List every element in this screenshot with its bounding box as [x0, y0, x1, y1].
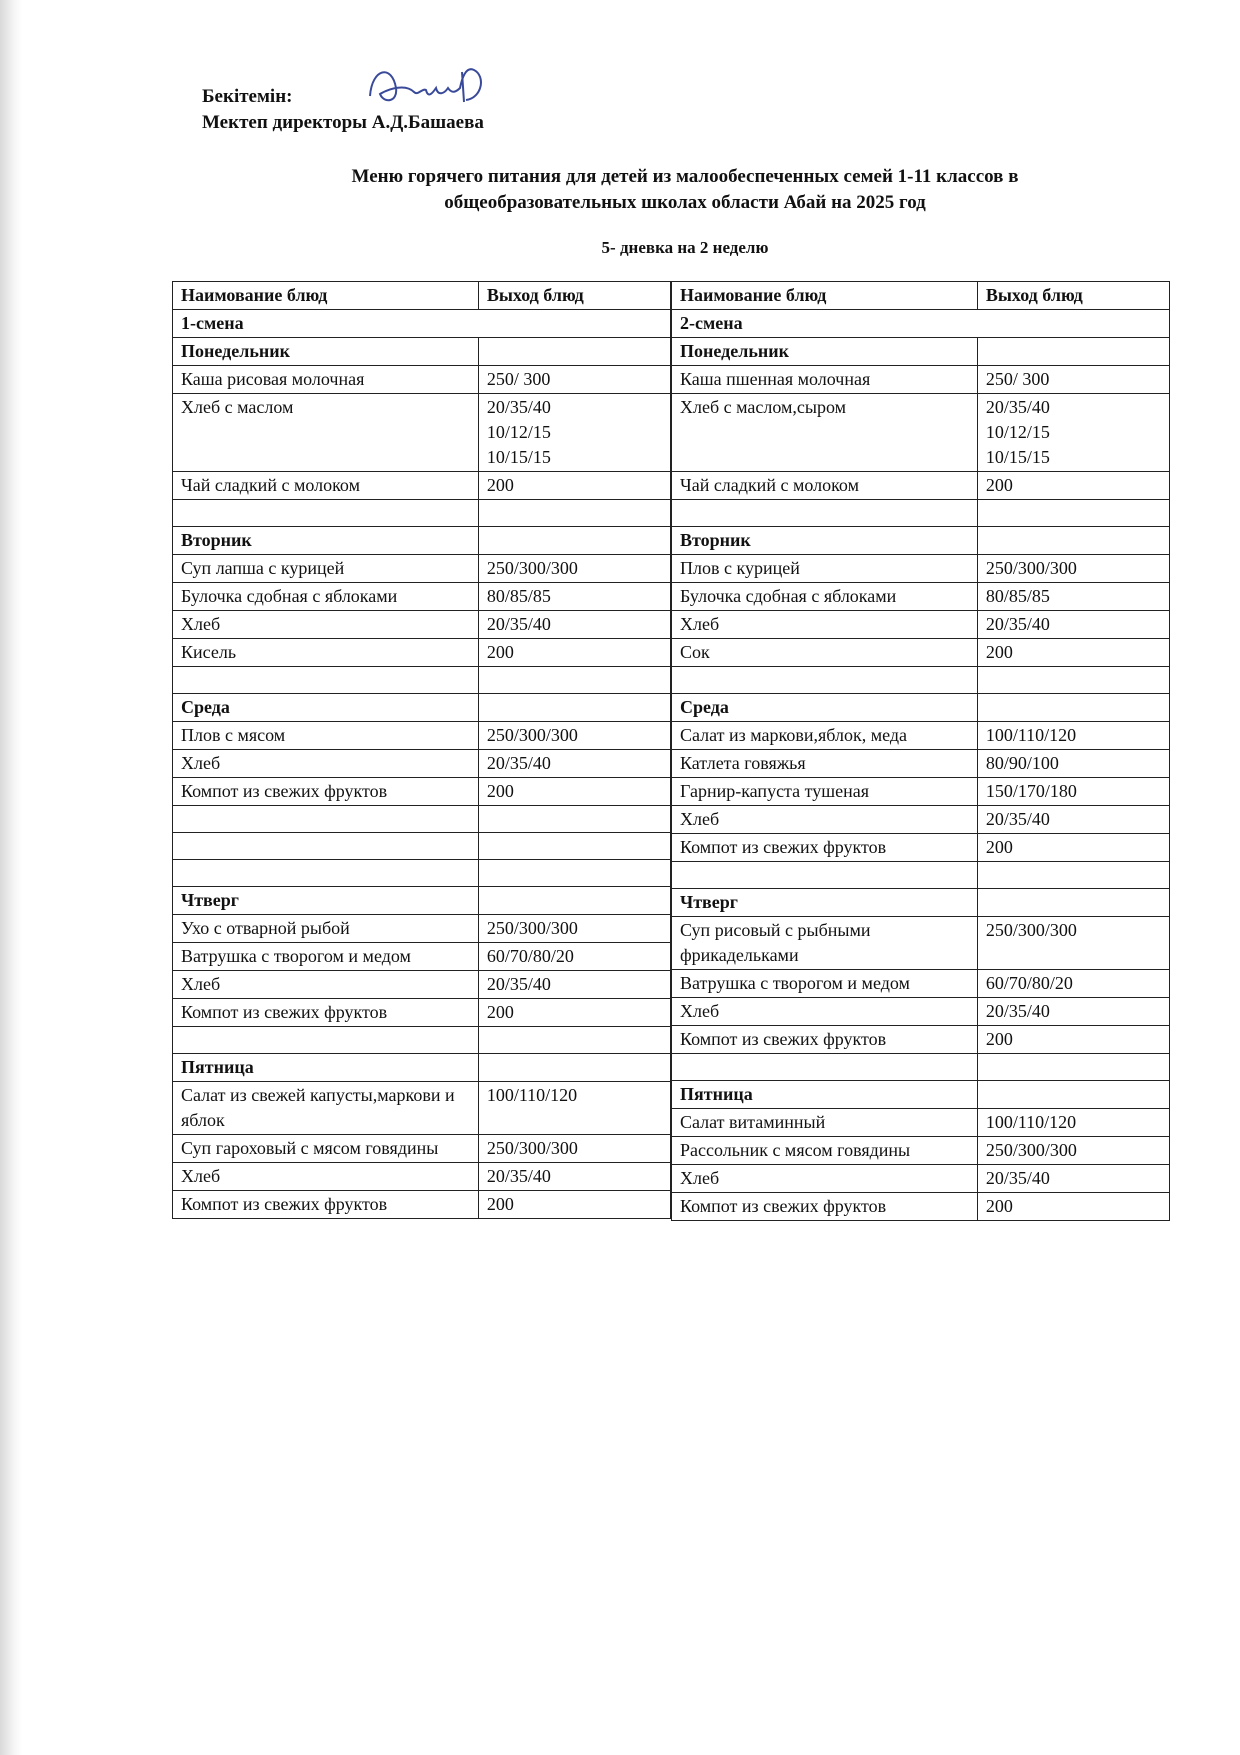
blank-row [672, 862, 1170, 889]
output-value: 250/300/300 [486, 918, 578, 938]
dish-name: Плов с мясом [173, 722, 479, 750]
dish-name: Хлеб [173, 971, 479, 999]
dish-output [478, 806, 670, 833]
day-name: Пятница [672, 1081, 978, 1109]
dish-output [977, 555, 1169, 583]
blank-row [672, 500, 1170, 527]
dish-output [977, 778, 1169, 806]
document-subtitle: 5- дневка на 2 неделю [601, 238, 769, 257]
dish-output [478, 555, 670, 583]
dish-row [672, 722, 1170, 750]
director-name: Мектеп директоры А.Д.Башаева [202, 112, 484, 133]
day-output-cell [977, 338, 1169, 366]
output-value: 80/90/100 [985, 753, 1059, 773]
dish-name: Рассольник с мясом говядины [672, 1137, 978, 1165]
dish-name: Гарнир-капуста тушеная [672, 778, 978, 806]
day-name: Среда [672, 694, 978, 722]
day-name: Вторник [173, 527, 479, 555]
output-value: 20/35/40 [486, 974, 551, 994]
day-output-cell [478, 887, 670, 915]
dish-name: Салат из маркови,яблок, меда [672, 722, 978, 750]
dish-name: Хлеб [173, 1163, 479, 1191]
day-name: Понедельник [672, 338, 978, 366]
dish-row [672, 611, 1170, 639]
output-value: 10/15/15 [486, 447, 551, 467]
output-value: 200 [486, 642, 514, 662]
dish-name: Хлеб с маслом,сыром [672, 394, 978, 472]
dish-output [977, 1054, 1169, 1081]
dish-name: Чай сладкий с молоком [672, 472, 978, 500]
dish-output [478, 366, 670, 394]
dish-name [173, 667, 479, 694]
column-header-dish: Наимование блюд [173, 282, 479, 310]
dish-output [977, 1137, 1169, 1165]
dish-name [173, 833, 479, 860]
dish-name: Плов с курицей [672, 555, 978, 583]
dish-name: Кисель [173, 639, 479, 667]
day-row [173, 694, 671, 722]
dish-output [977, 1109, 1169, 1137]
dish-name: Компот из свежих фруктов [173, 778, 479, 806]
dish-name: Хлеб [173, 611, 479, 639]
shift-label: 2-смена [672, 310, 1170, 338]
document-title [200, 164, 1170, 216]
output-value: 200 [486, 781, 514, 801]
dish-output [977, 834, 1169, 862]
dish-row [173, 555, 671, 583]
dish-name [173, 860, 479, 887]
dish-row [672, 1193, 1170, 1221]
dish-output [478, 583, 670, 611]
dish-name: Булочка сдобная с яблоками [173, 583, 479, 611]
blank-row [173, 833, 671, 860]
dish-row [672, 750, 1170, 778]
dish-name: Компот из свежих фруктов [672, 1026, 978, 1054]
dish-row [173, 1135, 671, 1163]
output-value: 200 [985, 1196, 1013, 1216]
day-row [672, 527, 1170, 555]
dish-name: Ватрушка с творогом и медом [672, 970, 978, 998]
day-output-cell [977, 1081, 1169, 1109]
dish-name: Хлеб [672, 611, 978, 639]
day-row [173, 887, 671, 915]
dish-output [478, 722, 670, 750]
dish-name: Суп гароховый с мясом говядины [173, 1135, 479, 1163]
dish-name: Хлеб [672, 1165, 978, 1193]
day-output-cell [977, 694, 1169, 722]
output-value: 100/110/120 [985, 1112, 1077, 1132]
output-value: 250/ 300 [486, 369, 551, 389]
dish-name: Салат из свежей капусты,маркови и яблок [173, 1082, 479, 1135]
dish-name: Хлеб [173, 750, 479, 778]
dish-row [672, 1137, 1170, 1165]
dish-output [478, 1082, 670, 1135]
dish-output [977, 639, 1169, 667]
dish-output [977, 806, 1169, 834]
dish-row [173, 1082, 671, 1135]
title-line-2: общеобразовательных школах области Абай на 2025 год [444, 192, 926, 213]
dish-row [173, 1163, 671, 1191]
output-value: 200 [985, 475, 1013, 495]
dish-row [173, 750, 671, 778]
dish-name [672, 667, 978, 694]
output-value: 60/70/80/20 [486, 946, 574, 966]
output-value: 20/35/40 [985, 1168, 1050, 1188]
output-value: 200 [486, 1002, 514, 1022]
dish-output [478, 394, 670, 472]
shift-label: 1-смена [173, 310, 671, 338]
dish-name: Компот из свежих фруктов [173, 999, 479, 1027]
menu-table [172, 281, 1170, 1221]
blank-row [173, 1027, 671, 1054]
output-value: 200 [486, 1194, 514, 1214]
dish-name: Хлеб [672, 998, 978, 1026]
dish-name: Компот из свежих фруктов [672, 834, 978, 862]
dish-output [478, 667, 670, 694]
dish-row [672, 778, 1170, 806]
output-value: 20/35/40 [985, 397, 1050, 417]
day-output-cell [478, 338, 670, 366]
dish-row [173, 999, 671, 1027]
dish-output [478, 472, 670, 500]
dish-name: Хлеб с маслом [173, 394, 479, 472]
day-output-cell [478, 694, 670, 722]
dish-row [672, 555, 1170, 583]
output-value: 10/12/15 [486, 422, 551, 442]
dish-output [478, 639, 670, 667]
dish-row [672, 917, 1170, 970]
dish-output [977, 394, 1169, 472]
dish-output [478, 943, 670, 971]
shift-2-table [671, 281, 1170, 1221]
dish-row [672, 1109, 1170, 1137]
signature [362, 58, 502, 114]
dish-output [977, 583, 1169, 611]
day-output-cell [478, 527, 670, 555]
dish-output [478, 1027, 670, 1054]
output-value: 100/110/120 [985, 725, 1077, 745]
dish-output [977, 667, 1169, 694]
dish-output [478, 1191, 670, 1219]
dish-output [977, 722, 1169, 750]
output-value: 10/15/15 [985, 447, 1050, 467]
output-value: 20/35/40 [486, 614, 551, 634]
dish-name: Каша пшенная молочная [672, 366, 978, 394]
dish-row [672, 472, 1170, 500]
day-output-cell [977, 889, 1169, 917]
dish-output [478, 971, 670, 999]
dish-row [672, 970, 1170, 998]
dish-row [672, 639, 1170, 667]
output-value: 150/170/180 [985, 781, 1077, 801]
shift-row [672, 310, 1170, 338]
dish-name [672, 1054, 978, 1081]
dish-name [173, 500, 479, 527]
column-header-dish: Наимование блюд [672, 282, 978, 310]
dish-name [173, 1027, 479, 1054]
day-name: Вторник [672, 527, 978, 555]
approval-label: Бекітемін: [202, 86, 293, 107]
day-row [173, 1054, 671, 1082]
dish-output [478, 1163, 670, 1191]
header-row [173, 282, 671, 310]
dish-output [977, 970, 1169, 998]
dish-output [977, 917, 1169, 970]
dish-row [672, 834, 1170, 862]
dish-name: Сок [672, 639, 978, 667]
dish-row [173, 971, 671, 999]
output-value: 250/300/300 [486, 725, 578, 745]
dish-row [173, 583, 671, 611]
menu-table-shift [172, 281, 671, 1219]
dish-name: Компот из свежих фруктов [672, 1193, 978, 1221]
dish-name: Чай сладкий с молоком [173, 472, 479, 500]
dish-row [173, 778, 671, 806]
dish-name: Суп рисовый с рыбными фрикадельками [672, 917, 978, 970]
day-name: Чтверг [672, 889, 978, 917]
scan-shadow-edge [0, 0, 22, 1755]
dish-row [672, 583, 1170, 611]
menu-table-shift [671, 281, 1170, 1221]
output-value: 20/35/40 [985, 809, 1050, 829]
output-value: 200 [486, 475, 514, 495]
dish-name: Салат витаминный [672, 1109, 978, 1137]
dish-row [173, 394, 671, 472]
dish-row [173, 639, 671, 667]
dish-output [478, 860, 670, 887]
dish-name: Компот из свежих фруктов [173, 1191, 479, 1219]
output-value: 250/300/300 [486, 1138, 578, 1158]
dish-row [173, 366, 671, 394]
dish-output [977, 750, 1169, 778]
output-value: 250/300/300 [985, 558, 1077, 578]
column-header-output: Выход блюд [977, 282, 1169, 310]
output-value: 250/300/300 [486, 558, 578, 578]
dish-name: Ухо с отварной рыбой [173, 915, 479, 943]
dish-name [672, 500, 978, 527]
day-row [672, 694, 1170, 722]
dish-output [478, 500, 670, 527]
blank-row [173, 500, 671, 527]
output-value: 250/300/300 [985, 1140, 1077, 1160]
output-value: 200 [985, 1029, 1013, 1049]
day-row [672, 338, 1170, 366]
dish-name: Булочка сдобная с яблоками [672, 583, 978, 611]
dish-output [478, 611, 670, 639]
dish-output [478, 833, 670, 860]
day-name: Пятница [173, 1054, 479, 1082]
dish-name: Ватрушка с творогом и медом [173, 943, 479, 971]
output-value: 80/85/85 [486, 586, 551, 606]
dish-row [672, 1165, 1170, 1193]
output-value: 100/110/120 [486, 1085, 578, 1105]
day-row [173, 338, 671, 366]
dish-output [478, 999, 670, 1027]
dish-row [173, 611, 671, 639]
output-value: 250/300/300 [985, 920, 1077, 940]
output-value: 60/70/80/20 [985, 973, 1073, 993]
dish-output [977, 1026, 1169, 1054]
dish-name: Хлеб [672, 806, 978, 834]
dish-row [672, 1026, 1170, 1054]
output-value: 200 [985, 642, 1013, 662]
dish-row [173, 943, 671, 971]
output-value: 250/ 300 [985, 369, 1050, 389]
output-value: 20/35/40 [486, 397, 551, 417]
dish-output [977, 862, 1169, 889]
day-output-cell [478, 1054, 670, 1082]
output-value: 20/35/40 [486, 753, 551, 773]
shift-row [173, 310, 671, 338]
day-row [672, 889, 1170, 917]
dish-row [173, 722, 671, 750]
dish-output [977, 1165, 1169, 1193]
header-row [672, 282, 1170, 310]
blank-row [173, 667, 671, 694]
dish-row [672, 366, 1170, 394]
blank-row [173, 860, 671, 887]
dish-output [977, 1193, 1169, 1221]
day-row [173, 527, 671, 555]
output-value: 20/35/40 [985, 614, 1050, 634]
title-line-1: Меню горячего питания для детей из малообеспеченных семей 1-11 классов в [351, 166, 1019, 187]
blank-row [672, 667, 1170, 694]
dish-row [173, 472, 671, 500]
dish-name [672, 862, 978, 889]
column-header-output: Выход блюд [478, 282, 670, 310]
dish-name: Суп лапша с курицей [173, 555, 479, 583]
dish-output [977, 366, 1169, 394]
output-value: 80/85/85 [985, 586, 1050, 606]
dish-name [173, 806, 479, 833]
dish-row [672, 394, 1170, 472]
day-output-cell [977, 527, 1169, 555]
dish-row [672, 998, 1170, 1026]
day-name: Понедельник [173, 338, 479, 366]
dish-output [478, 750, 670, 778]
dish-output [478, 1135, 670, 1163]
shift-1-table [172, 281, 671, 1221]
dish-output [977, 611, 1169, 639]
dish-output [478, 915, 670, 943]
dish-output [977, 500, 1169, 527]
output-value: 20/35/40 [985, 1001, 1050, 1021]
blank-row [173, 806, 671, 833]
day-name: Среда [173, 694, 479, 722]
day-row [672, 1081, 1170, 1109]
day-name: Чтверг [173, 887, 479, 915]
dish-row [173, 1191, 671, 1219]
dish-output [478, 778, 670, 806]
dish-output [977, 998, 1169, 1026]
output-value: 10/12/15 [985, 422, 1050, 442]
output-value: 20/35/40 [486, 1166, 551, 1186]
output-value: 200 [985, 837, 1013, 857]
dish-row [672, 806, 1170, 834]
blank-row [672, 1054, 1170, 1081]
dish-row [173, 915, 671, 943]
dish-output [977, 472, 1169, 500]
dish-name: Катлета говяжья [672, 750, 978, 778]
dish-name: Каша рисовая молочная [173, 366, 479, 394]
